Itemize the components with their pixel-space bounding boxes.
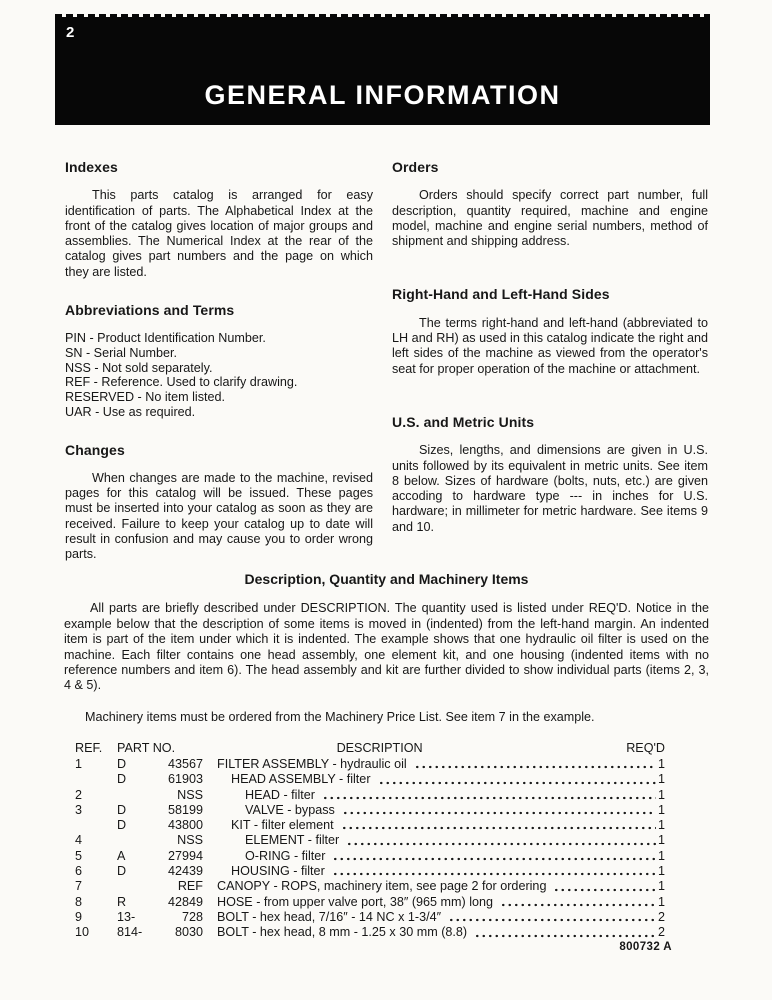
reqd-cell: 1	[657, 879, 665, 894]
description-cell: HEAD - filter	[245, 787, 315, 802]
section-heading: Indexes	[65, 159, 118, 175]
table-row	[75, 757, 665, 772]
description-cell: ELEMENT - filter	[245, 833, 340, 848]
abbreviation-line: UAR - Use as required.	[65, 404, 196, 419]
reqd-cell: 1	[657, 894, 665, 909]
part-number-cell: NSS	[177, 833, 203, 848]
part-prefix-cell: R	[117, 894, 127, 909]
reqd-cell: 1	[657, 833, 665, 848]
section-indexes	[65, 160, 373, 280]
abbreviation-line: REF - Reference. Used to clarify drawing.	[65, 375, 298, 390]
section-paragraph: When changes are made to the machine, revised pages for this catalog will be issued. These pages must be inserted into your catalog as soon as they are received. Failure to keep your catalog up to date will result in confusion and may cause you to order wrong parts.	[65, 470, 373, 562]
table-row	[75, 788, 665, 803]
ref-cell: 7	[75, 879, 83, 894]
part-prefix-cell: D	[117, 757, 127, 771]
table-row	[75, 895, 665, 910]
section-heading: Orders	[392, 159, 439, 175]
part-number-cell: 43567	[167, 757, 203, 771]
section-abbreviations	[65, 303, 373, 420]
description-cell: CANOPY - ROPS, machinery item, see page 2 for ordering	[217, 879, 547, 894]
section-heading: Description, Quantity and Machinery Items	[244, 571, 529, 587]
ref-cell: 2	[75, 787, 83, 802]
section-heading: U.S. and Metric Units	[392, 413, 535, 430]
section-heading: Changes	[65, 441, 125, 458]
part-prefix-cell: A	[117, 848, 126, 863]
abbreviation-line: PIN - Product Identification Number.	[65, 331, 266, 346]
table-row	[75, 803, 665, 818]
dot-leader	[332, 857, 656, 861]
dot-leader	[322, 796, 656, 800]
part-number-cell: 8030	[174, 925, 203, 940]
reqd-cell: 1	[657, 848, 665, 863]
table-row	[75, 864, 665, 879]
reqd-cell: 1	[657, 787, 665, 802]
part-number-cell: 42439	[167, 864, 203, 879]
reqd-cell: 1	[657, 757, 665, 771]
section-us-metric-units	[392, 415, 708, 535]
section-heading: Right-Hand and Left-Hand Sides	[392, 286, 610, 303]
table-row	[75, 818, 665, 833]
col-header-description: DESCRIPTION	[336, 741, 423, 755]
table-row	[75, 849, 665, 864]
abbreviation-line: RESERVED - No item listed.	[65, 390, 226, 405]
machinery-note: Machinery items must be ordered from the Machinery Price List. See item 7 in the example.	[85, 709, 595, 724]
part-number-cell: 43800	[167, 818, 203, 833]
section-paragraph: The terms right-hand and left-hand (abbreviated to LH and RH) as used in this catalog indicate the right and left sides of the machine as viewed from the operator's seat for proper operation of the machine or attachment.	[392, 315, 708, 376]
dot-leader	[341, 826, 656, 830]
ref-cell: 10	[75, 925, 90, 940]
dot-leader	[448, 918, 656, 922]
dot-leader	[332, 872, 656, 876]
section-heading: Abbreviations and Terms	[65, 302, 235, 319]
description-cell: O-RING - filter	[245, 848, 326, 863]
ref-cell: 3	[75, 802, 83, 817]
table-row	[75, 925, 665, 940]
reqd-cell: 2	[657, 909, 665, 924]
section-paragraph: All parts are briefly described under DESCRIPTION. The quantity used is listed under REQ'D. Notice in the example below that the description of some items is moved in (indented) from the left-hand margin. An indented item is part of the item under which it is indented. The example shows that one hydraulic oil filter is used on the machine. Each filter contains one head assembly, one element kit, and one housing (indented items with no reference numbers and item 6). The head assembly and kit are further divided to show individual parts (items 2, 3, 4 & 5).	[64, 601, 709, 693]
part-number-cell: REF	[177, 879, 203, 894]
part-number-cell: 728	[181, 909, 203, 924]
part-prefix-cell: D	[117, 818, 127, 833]
section-paragraph: Orders should specify correct part number, full description, quantity required, machine and engine model, machine and engine serial numbers, method of shipment and shipping address.	[392, 188, 708, 249]
dot-leader	[414, 765, 656, 769]
table-header-row	[75, 741, 665, 756]
part-prefix-cell: D	[117, 802, 127, 817]
part-prefix-cell: 814-	[117, 925, 143, 940]
section-paragraph: Sizes, lengths, and dimensions are given in U.S. units followed by its equivalent in metric units. See item 8 below. Sizes of hardware (bolts, nuts, etc.) are given accoding to hardware type --- in inches for U.S. hardware; in millimeter for metric hardware. See items 9 and 10.	[392, 443, 708, 534]
description-cell: FILTER ASSEMBLY - hydraulic oil	[217, 757, 407, 771]
col-header-ref: REF.	[75, 741, 103, 755]
page-header-band	[55, 17, 710, 125]
reqd-cell: 1	[657, 818, 665, 833]
parts-table	[75, 741, 665, 941]
description-cell: KIT - filter element	[231, 818, 334, 833]
dot-leader	[378, 781, 656, 785]
description-cell: BOLT - hex head, 7/16″ - 14 NC x 1-3/4″	[217, 909, 442, 924]
section-description-quantity	[64, 572, 709, 725]
table-row	[75, 879, 665, 894]
part-prefix-cell: 13-	[117, 909, 136, 924]
ref-cell: 4	[75, 833, 83, 848]
reqd-cell: 2	[657, 925, 665, 940]
col-header-part-no: PART NO.	[117, 741, 176, 755]
section-changes	[65, 443, 373, 563]
description-cell: BOLT - hex head, 8 mm - 1.25 x 30 mm (8.8)	[217, 925, 468, 940]
dot-leader	[553, 888, 656, 892]
dot-leader	[474, 934, 656, 938]
description-cell: HEAD ASSEMBLY - filter	[231, 772, 371, 787]
abbreviation-line: NSS - Not sold separately.	[65, 360, 213, 375]
reqd-cell: 1	[657, 864, 665, 879]
page-number: 2	[66, 24, 75, 41]
abbreviation-line: SN - Serial Number.	[65, 346, 177, 361]
table-row	[75, 833, 665, 848]
part-number-cell: 27994	[167, 848, 203, 863]
reqd-cell: 1	[657, 802, 665, 817]
part-number-cell: 61903	[167, 772, 203, 787]
col-header-reqd: REQ'D	[626, 741, 665, 755]
part-number-cell: 42849	[167, 894, 203, 909]
ref-cell: 5	[75, 848, 83, 863]
section-orders	[392, 160, 708, 249]
part-number-cell: NSS	[177, 787, 203, 802]
dot-leader	[500, 903, 656, 907]
section-paragraph: This parts catalog is arranged for easy identification of parts. The Alphabetical Index at the front of the catalog gives location of major groups and assemblies. The Numerical Index at the rear of the catalog gives part numbers and the page on which they are listed.	[65, 188, 373, 279]
dot-leader	[346, 842, 656, 846]
ref-cell: 9	[75, 909, 83, 924]
description-cell: VALVE - bypass	[245, 802, 335, 817]
description-cell: HOSE - from upper valve port, 38″ (965 mm) long	[217, 894, 494, 909]
ref-cell: 6	[75, 864, 83, 879]
left-column	[65, 160, 373, 586]
table-row	[75, 772, 665, 787]
form-number: 800732 A	[619, 941, 672, 953]
part-number-cell: 58199	[167, 802, 203, 817]
page-title: GENERAL INFORMATION	[204, 80, 561, 110]
ref-cell: 8	[75, 894, 83, 909]
reqd-cell: 1	[657, 772, 665, 787]
description-cell: HOUSING - filter	[231, 864, 325, 879]
table-row	[75, 910, 665, 925]
part-prefix-cell: D	[117, 772, 127, 787]
ref-cell: 1	[75, 757, 83, 771]
dot-leader	[342, 811, 656, 815]
part-prefix-cell: D	[117, 864, 127, 879]
section-right-left-hand	[392, 287, 708, 376]
right-column	[392, 160, 708, 573]
